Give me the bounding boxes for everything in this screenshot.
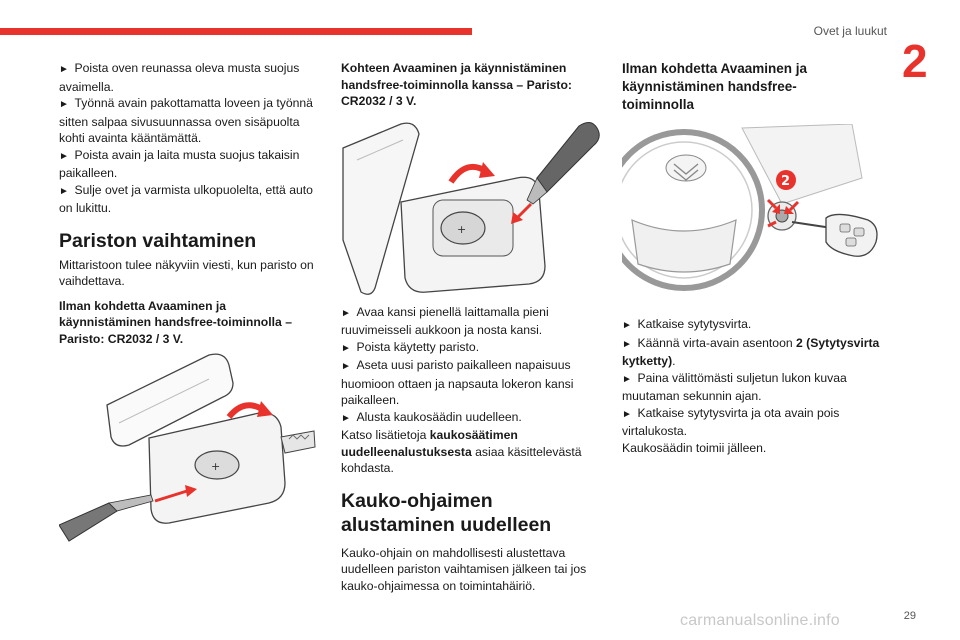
see-more-paragraph: Katso lisätietoja kaukosäätimen uudelleenalustuksesta asiaa käsittelevästä kohdasta. (341, 428, 582, 475)
page-number: 29 (903, 610, 916, 622)
subheading-with-handsfree: Kohteen Avaaminen ja käynnistäminen handsfree-toiminnolla kanssa – Paristo: CR2032 / 3 V. (341, 61, 572, 108)
column-2 (341, 60, 603, 594)
top-accent-bar (0, 28, 472, 35)
closing-paragraph: Kaukosäädin toimii jälleen. (622, 440, 767, 455)
bullet-4: ► Sulje ovet ja varmista ulkopuolelta, että auto on lukittu. (59, 182, 321, 217)
reinit-paragraph: Kauko-ohjain on mahdollisesti alustettava uudelleen pariston vaihtamisen jälkeen tai jos kauko-ohjaimessa on toimintahäiriö. (341, 545, 587, 593)
heading-without-handsfree: Ilman kohdetta Avaaminen ja käynnistäminen handsfree-toiminnolla (622, 61, 808, 112)
watermark: carmanualsonline.info (680, 612, 840, 629)
bullet-2: ► Käännä virta-avain asentoon 2 (Sytytysvirta kytketty). (622, 335, 884, 370)
column-1 (59, 60, 321, 543)
svg-text:+: + (211, 460, 221, 473)
bullet-3: ► Poista avain ja laita musta suojus takaisin paikalleen. (59, 147, 321, 182)
bullet-1: ► Katkaise sytytysvirta. (622, 316, 884, 335)
bullet-2: ► Poista käytetty paristo. (341, 339, 603, 358)
section-header: Ovet ja luukut (813, 24, 887, 38)
key-fob-battery-illustration (59, 353, 321, 543)
see-more-link: kaukosäätimen uudelleenalustuksesta (341, 428, 518, 459)
bullet-3: ► Aseta uusi paristo paikalleen napaisuus huomioon ottaen ja napsauta lokeron kansi paikalleen. (341, 357, 603, 409)
bullet-1: ► Avaa kansi pienellä laittamalla pieni ruuvimeisseli aukkoon ja nosta kansi. (341, 304, 603, 339)
bullet-4: ► Alusta kaukosäädin uudelleen. (341, 409, 603, 428)
heading-remote-reinit: Kauko-ohjaimen alustaminen uudelleen (341, 489, 552, 536)
column-3 (622, 60, 884, 456)
intro-paragraph: Mittaristoon tulee näkyviin viesti, kun paristo on vaihdettava. (59, 257, 314, 288)
chapter-number: 2 (902, 35, 928, 87)
callout-number: 2 (781, 174, 791, 189)
subheading-without-handsfree: Ilman kohdetta Avaaminen ja käynnistäminen handsfree-toiminnolla – Paristo: CR2032 / 3 V. (59, 298, 292, 346)
bullet-1: ► Poista oven reunassa oleva musta suojus avaimella. (59, 60, 321, 95)
steering-ignition-illustration (622, 124, 884, 300)
bullet-3: ► Paina välittömästi suljetun lukon kuvaa muutaman sekunnin ajan. (622, 370, 884, 405)
heading-battery-replacement: Pariston vaihtaminen (59, 229, 257, 252)
svg-text:+: + (457, 222, 467, 236)
bullet-4: ► Katkaise sytytysvirta ja ota avain pois virtalukosta. (622, 405, 884, 440)
bullet-2: ► Työnnä avain pakottamatta loveen ja työnnä sitten salpaa sivusuunnassa oven sisäpuolta kohti avainta kääntämättä. (59, 95, 321, 147)
key-fob-open-cover-illustration (341, 120, 603, 296)
